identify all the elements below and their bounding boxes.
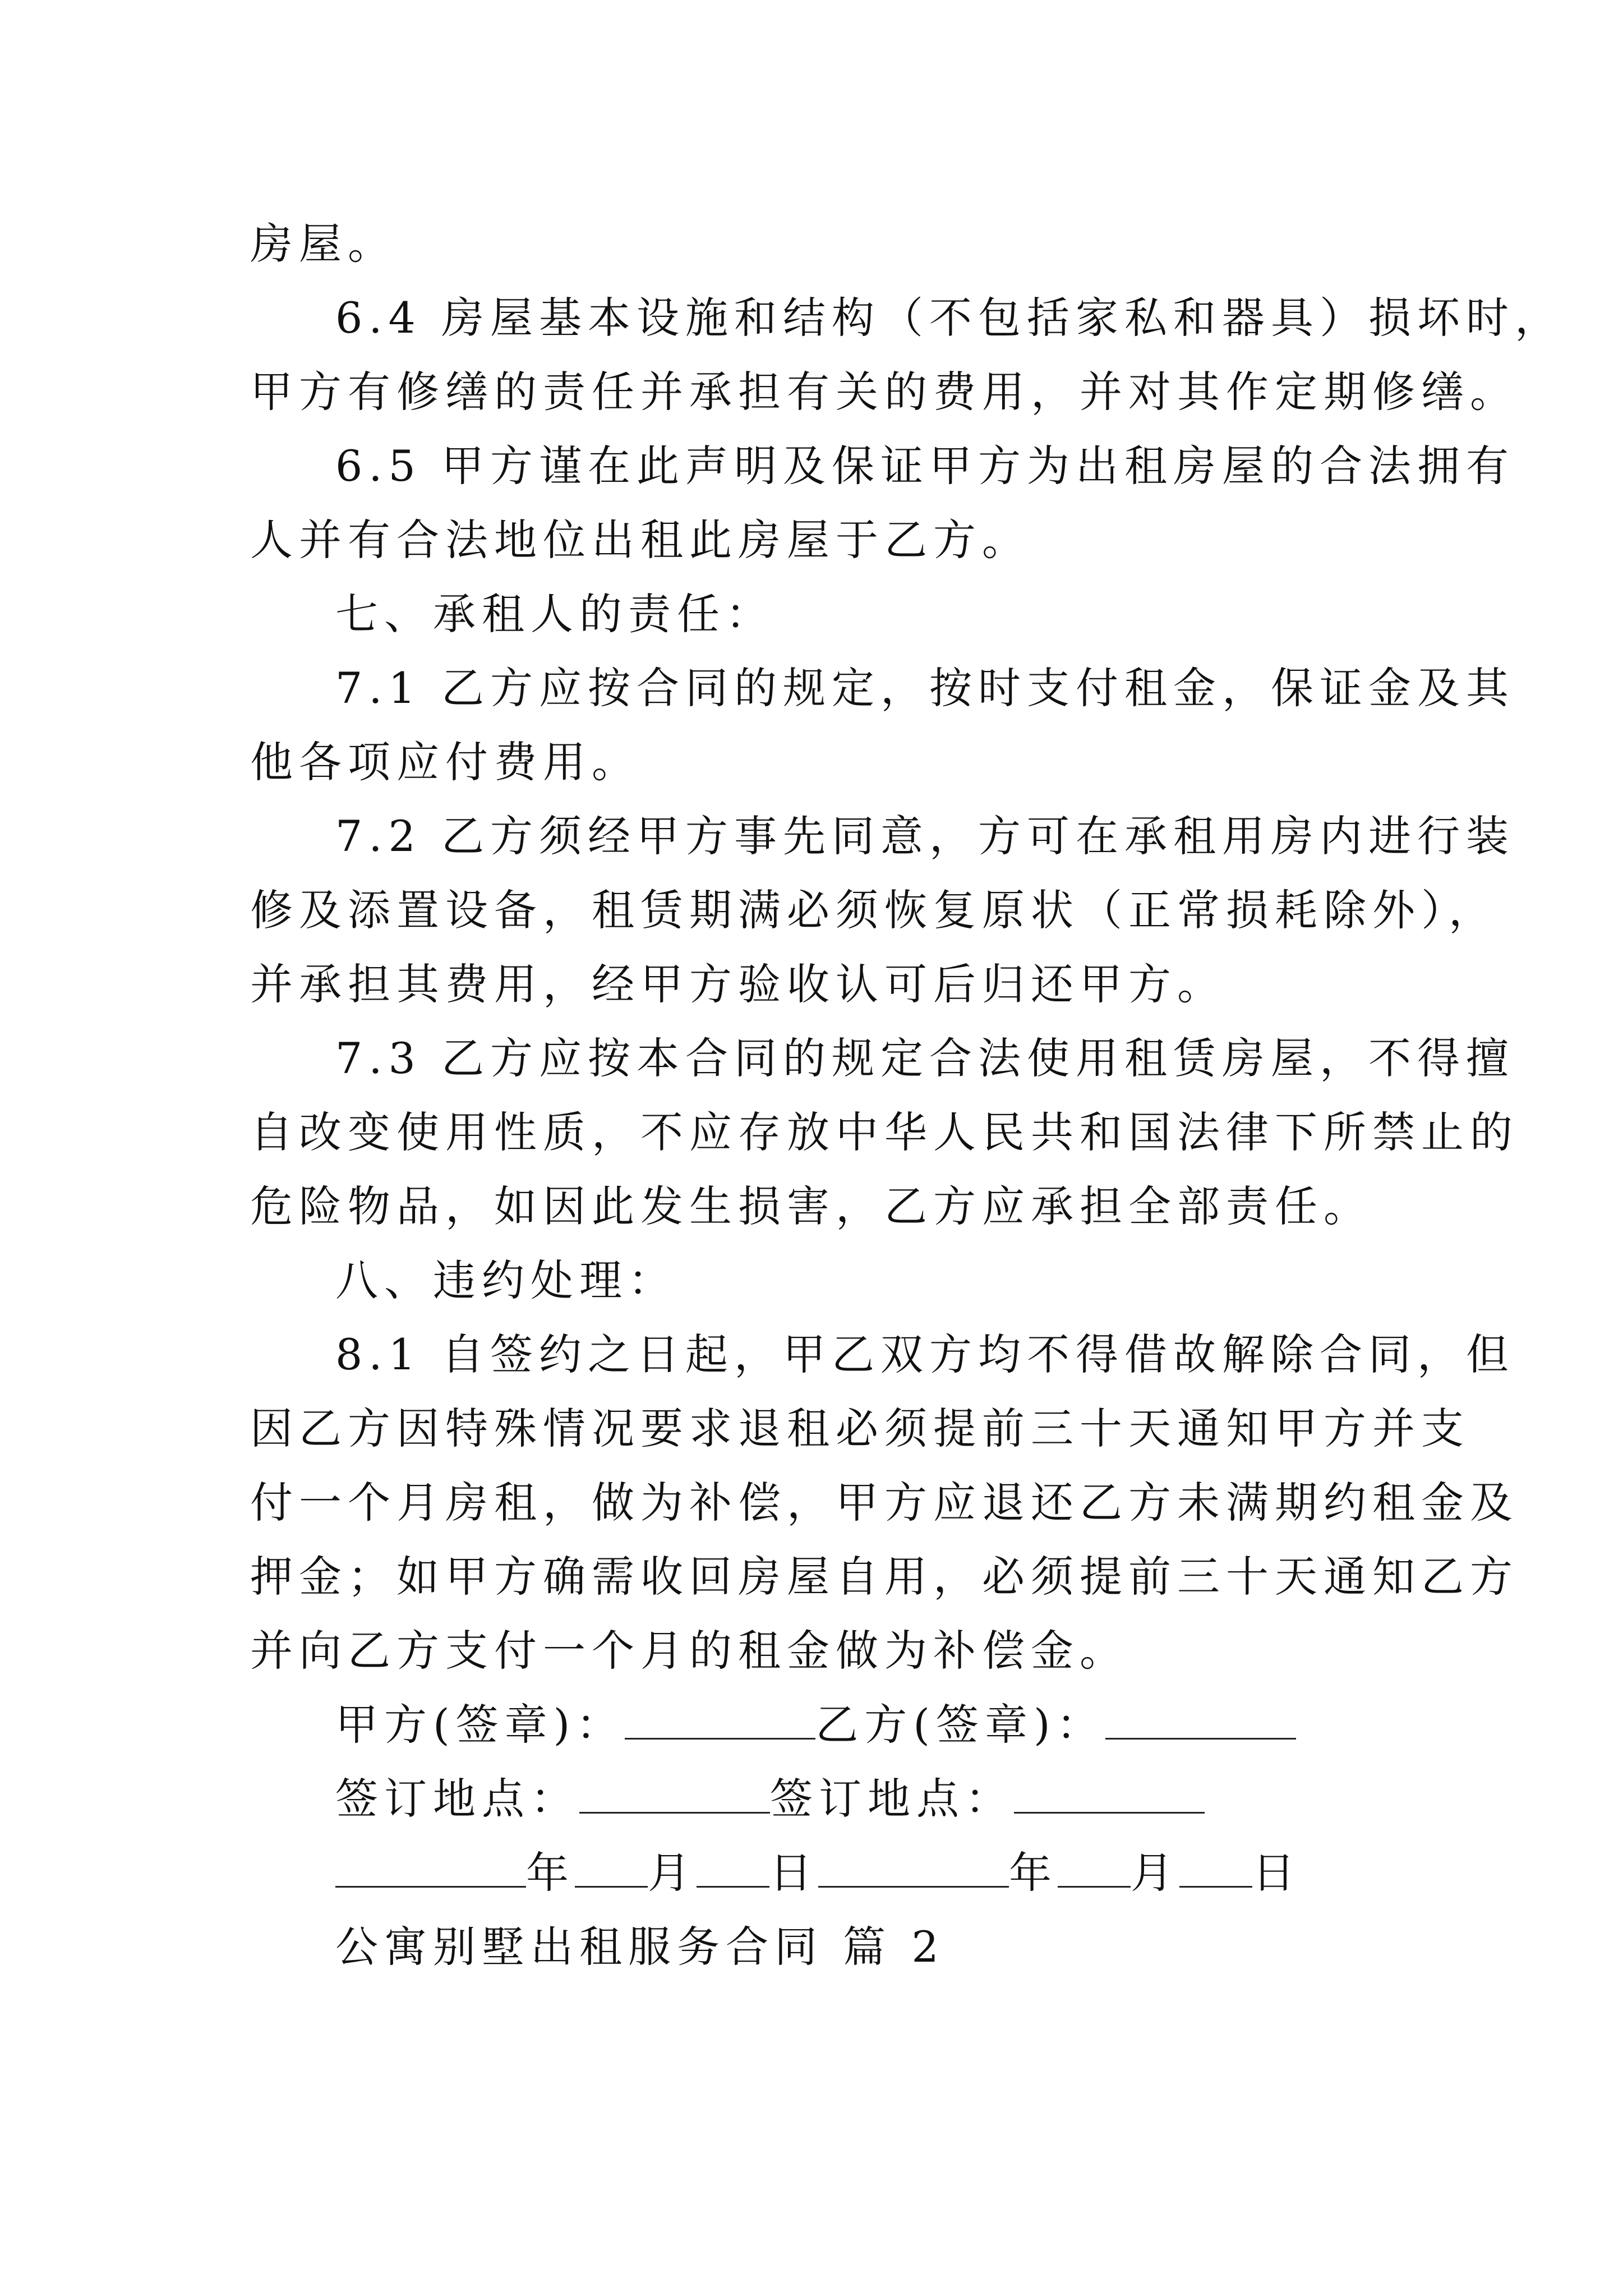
place-a-blank	[579, 1775, 770, 1814]
party-a-sign-blank	[625, 1701, 815, 1740]
clause-6-4-line-1: 6.4 房屋基本设施和结构（不包括家私和器具）损坏时，	[335, 293, 1564, 343]
month-a-blank	[575, 1849, 648, 1888]
year-a-blank	[335, 1849, 526, 1888]
date-row	[335, 1845, 1301, 1901]
clause-8-1-line-2: 因乙方因特殊情况要求退租必须提前三十天通知甲方并支	[250, 1404, 1470, 1453]
clause-7-2-line-1: 7.2 乙方须经甲方事先同意，方可在承租用房内进行装	[335, 811, 1515, 861]
next-section-title: 公寓别墅出租服务合同 篇 2	[335, 1922, 945, 1972]
place-a-label: 签订地点：	[335, 1774, 579, 1824]
clause-7-2-line-3: 并承担其费用，经甲方验收认可后归还甲方。	[250, 959, 1226, 1009]
clause-6-5-line-2: 人并有合法地位出租此房屋于乙方。	[250, 515, 1031, 565]
party-b-sign-label: 乙方(签章)：	[815, 1700, 1105, 1750]
clause-7-3-line-2: 自改变使用性质，不应存放中华人民共和国法律下所禁止的	[250, 1107, 1519, 1157]
month-b-blank	[1058, 1849, 1131, 1888]
year-b-blank	[818, 1849, 1009, 1888]
party-b-sign-blank	[1105, 1701, 1296, 1740]
clause-7-1-line-2: 他各项应付费用。	[250, 737, 640, 787]
month-b-label: 月	[1131, 1848, 1179, 1898]
body-line-1: 房屋。	[250, 219, 396, 269]
party-a-sign-label: 甲方(签章)：	[335, 1700, 625, 1750]
day-a-blank	[697, 1849, 769, 1888]
clause-8-1-line-1: 8.1 自签约之日起，甲乙双方均不得借故解除合同，但	[335, 1329, 1515, 1379]
clause-8-1-line-3: 付一个月房租，做为补偿，甲方应退还乙方未满期约租金及	[250, 1478, 1519, 1527]
clause-8-1-line-5: 并向乙方支付一个月的租金做为补偿金。	[250, 1626, 1128, 1676]
clause-6-5-line-1: 6.5 甲方谨在此声明及保证甲方为出租房屋的合法拥有	[335, 441, 1515, 491]
day-a-label: 日	[769, 1848, 818, 1898]
place-b-blank	[1014, 1775, 1205, 1814]
year-a-label: 年	[526, 1848, 575, 1898]
clause-7-3-line-3: 危险物品，如因此发生损害，乙方应承担全部责任。	[250, 1181, 1372, 1231]
clause-7-3-line-1: 7.3 乙方应按本合同的规定合法使用租赁房屋，不得擅	[335, 1033, 1515, 1083]
year-b-label: 年	[1009, 1848, 1058, 1898]
place-row	[335, 1771, 1205, 1827]
clause-6-4-line-2: 甲方有修缮的责任并承担有关的费用，并对其作定期修缮。	[250, 367, 1519, 417]
section-7-heading: 七、承租人的责任：	[335, 589, 774, 639]
clause-8-1-line-4: 押金；如甲方确需收回房屋自用，必须提前三十天通知乙方	[250, 1552, 1519, 1602]
section-8-heading: 八、违约处理：	[335, 1255, 677, 1305]
clause-7-2-line-2: 修及添置设备，租赁期满必须恢复原状（正常损耗除外），	[250, 885, 1497, 935]
month-a-label: 月	[648, 1848, 697, 1898]
signature-row	[335, 1697, 1296, 1753]
day-b-label: 日	[1252, 1848, 1301, 1898]
place-b-label: 签订地点：	[770, 1774, 1014, 1824]
clause-7-1-line-1: 7.1 乙方应按合同的规定，按时支付租金，保证金及其	[335, 663, 1515, 713]
day-b-blank	[1179, 1849, 1252, 1888]
